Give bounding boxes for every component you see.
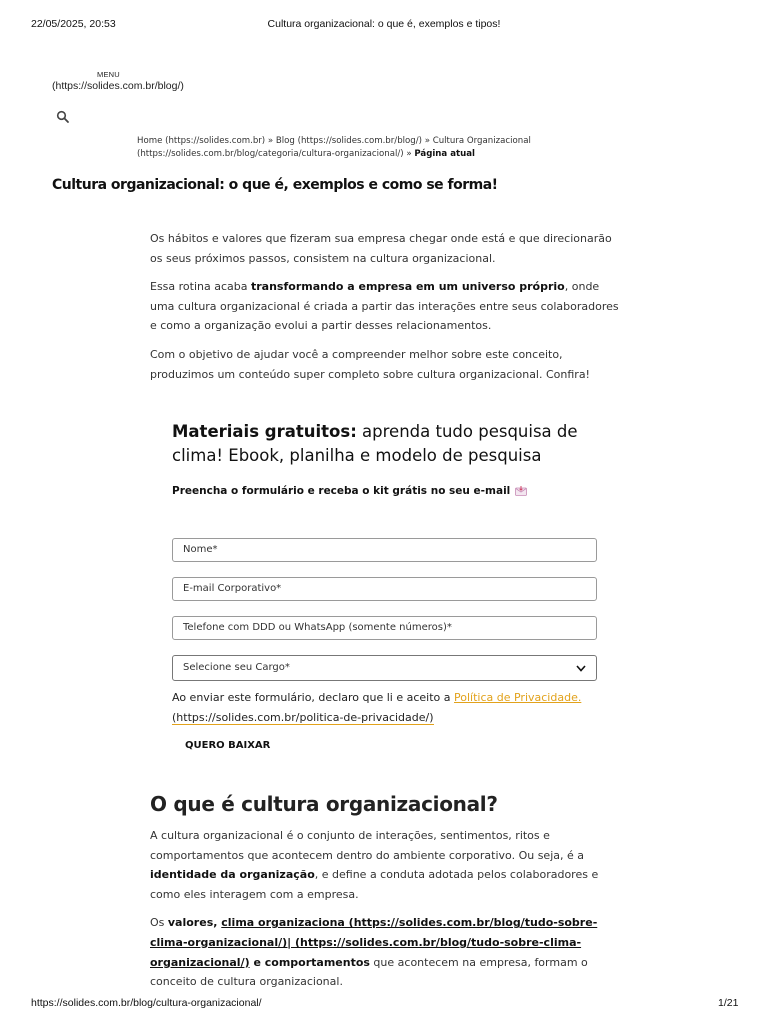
privacy-consent [172,688,602,727]
page-title: Cultura organizacional: o que é, exemplos e como se forma! [52,177,498,193]
intro-paragraph-2 [150,277,620,336]
phone-input[interactable]: Telefone com DDD ou WhatsApp (somente números)* [172,616,597,640]
breadcrumb-current: Página atual [414,149,475,159]
bold-text: identidade da organização [150,868,315,882]
breadcrumb-line1[interactable]: Home (https://solides.com.br) » Blog (https://solides.com.br/blog/) » Cultura Organizacional [137,136,531,146]
menu-button[interactable]: MENU [97,70,120,79]
privacy-policy-link[interactable]: Política de Privacidade. [454,691,582,704]
text: , e define a conduta adotada pelos colaboradores e como eles interagem com a empresa. [150,868,599,901]
search-icon[interactable] [56,110,70,124]
section-paragraph-2 [150,913,620,991]
email-input[interactable]: E-mail Corporativo* [172,577,597,601]
intro-content [150,229,620,384]
text: Os [150,916,168,930]
print-datetime: 22/05/2025, 20:53 [31,18,116,30]
download-button[interactable]: QUERO BAIXAR [185,740,271,751]
section-paragraph-1 [150,826,620,904]
section-content [150,826,620,992]
bold-text: e comportamentos [249,955,370,969]
lead-form [172,420,602,497]
bold-text: valores, [167,916,222,930]
form-title-bold: Materiais gratuitos: [172,422,357,441]
consent-text: Ao enviar este formulário, declaro que li e aceito a [172,691,454,704]
print-page-number: 1/21 [718,997,739,1009]
breadcrumb [137,135,557,161]
text: A cultura organizacional é o conjunto de interações, sentimentos, ritos e comportamentos que acontecem dentro do ambiente corporativo. Ou seja, é a [150,829,584,862]
breadcrumb-category-link[interactable]: (https://solides.com.br/blog/categoria/cultura-organizacional/) » [137,149,415,159]
section-heading: O que é cultura organizacional? [150,792,498,816]
form-subtitle [172,485,602,497]
role-select[interactable] [172,655,597,681]
text: que acontecem na empresa, formam o conceito de cultura organizacional. [150,955,588,989]
role-select-value: Selecione seu Cargo* [183,662,290,673]
privacy-policy-url[interactable]: (https://solides.com.br/politica-de-privacidade/) [172,710,434,724]
climate-link[interactable]: clima organizaciona (https://solides.com.br/blog/tudo-sobre-clima-organizacional/)| (https://solides.com.br/blog/tudo-sobre-clima-organizacional/) [150,916,598,969]
print-footer-url: https://solides.com.br/blog/cultura-organizacional/ [31,997,262,1009]
intro-paragraph-1: Os hábitos e valores que fizeram sua empresa chegar onde está e que direcionarão os seus próximos passos, consistem na cultura organizacional. [150,232,612,265]
envelope-download-icon [515,486,527,496]
form-subtitle-text: Preencha o formulário e receba o kit grátis no seu e-mail [172,485,511,497]
name-input[interactable]: Nome* [172,538,597,562]
bold-text: transformando a empresa em um universo próprio [251,280,565,294]
form-title [172,420,602,468]
print-title: Cultura organizacional: o que é, exemplos e tipos! [267,18,501,30]
form-title-rest: aprenda tudo pesquisa de clima! Ebook, planilha e modelo de pesquisa [172,422,578,465]
chevron-down-icon [576,665,586,672]
text: , onde uma cultura organizacional é criada a partir das interações entre seus colaboradores e como a organização evolui a partir desses relacionamentos. [150,280,619,333]
blog-home-link[interactable]: (https://solides.com.br/blog/) [52,80,184,92]
intro-paragraph-3: Com o objetivo de ajudar você a compreender melhor sobre este conceito, produzimos um conteúdo super completo sobre cultura organizacional. Confira! [150,347,590,381]
text: Essa rotina acaba [150,280,251,294]
